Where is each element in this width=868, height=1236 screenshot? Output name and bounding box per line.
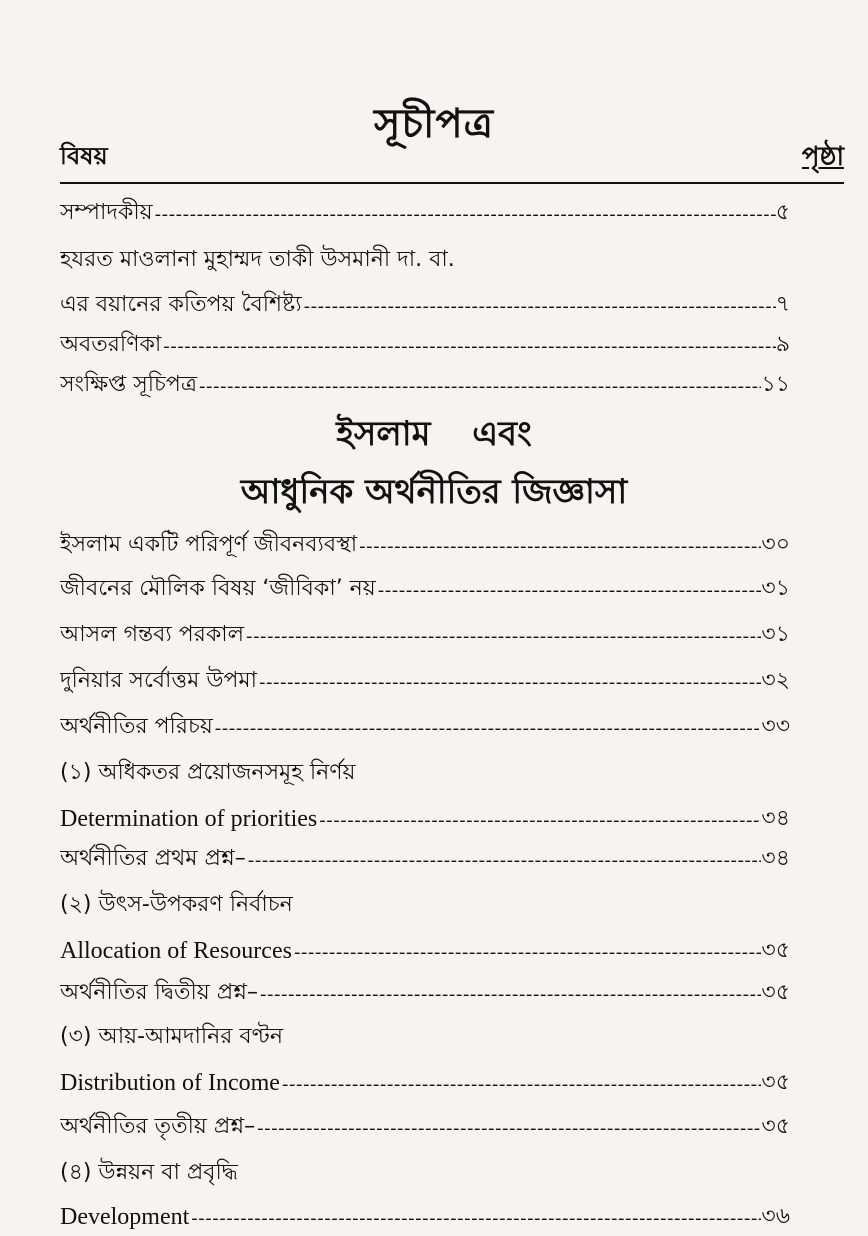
toc-entry [60,1156,790,1190]
leader-dots [302,292,776,322]
toc-entry [60,572,790,606]
toc-entry [60,196,790,230]
toc-entry [60,888,790,922]
toc-entry [60,842,790,876]
toc-entry-text: Distribution of Income [60,1070,280,1096]
toc-entry-page: ৭ [775,292,790,317]
subject-column-label: বিষয় [60,142,108,170]
toc-entry [60,1066,790,1100]
leader-dots [153,200,776,230]
toc-entry-text: অবতরণিকা [60,332,162,357]
toc-entry-page: ৩৩ [761,714,790,739]
page-title: সূচীপত্র [374,101,494,147]
toc-entry [60,1110,790,1144]
toc-entry-text: অর্থনীতির দ্বিতীয় প্রশ্ন– [60,980,259,1005]
toc-entry-text: (১) অধিকতর প্রয়োজনসমূহ নির্ণয় [60,760,356,785]
toc-entry-text: অর্থনীতির তৃতীয় প্রশ্ন– [60,1114,256,1139]
leader-dots [258,980,761,1010]
toc-entry [60,618,790,652]
toc-entry-page: ৩০ [761,532,790,557]
toc-entry-text: ইসলাম একটি পরিপূর্ণ জীবনব্যবস্থা [60,532,358,557]
toc-entry-page: ৩১ [761,576,790,601]
toc-entry [60,1200,790,1234]
toc-entry-text: Development [60,1204,190,1230]
toc-entry [60,288,790,322]
toc-entry-page: ৩৫ [761,938,790,963]
toc-entry-text: সম্পাদকীয় [60,200,153,225]
toc-entry [60,368,790,402]
toc-entry-page: ৩৫ [761,980,790,1005]
toc-entry-text: Determination of priorities [60,806,318,832]
toc-entry-text: (৪) উন্নয়ন বা প্রবৃদ্ধি [60,1160,238,1185]
leader-dots [244,622,761,652]
leader-dots [189,1204,761,1234]
leader-dots [161,332,775,362]
leader-dots [246,846,762,876]
leader-dots [376,576,762,606]
toc-entry-page: ৩৪ [761,806,790,831]
section-heading: ইসলাম এবং [336,414,532,454]
toc-entry-page: ৩৬ [761,1204,790,1229]
leader-dots [292,938,761,968]
toc-entry-page: ৫ [775,200,790,225]
toc-entry [60,802,790,836]
toc-entry [60,328,790,362]
leader-dots [317,806,761,836]
toc-entry [60,934,790,968]
toc-entry-text: জীবনের মৌলিক বিষয় ‘জীবিকা’ নয় [60,576,376,601]
toc-entry [60,756,790,790]
leader-dots [257,668,761,698]
toc-entry-page: ৩৫ [761,1114,790,1139]
toc-entry [60,664,790,698]
leader-dots [213,714,762,744]
leader-dots [357,532,761,562]
toc-entry-text: দুনিয়ার সর্বোত্তম উপমা [60,668,258,693]
toc-entry-text: (২) উৎস-উপকরণ নির্বাচন [60,892,293,917]
toc-entry [60,976,790,1010]
toc-entry-text: অর্থনীতির প্রথম প্রশ্ন– [60,846,246,871]
toc-entry [60,243,790,277]
toc-entry-text: এর বয়ানের কতিপয় বৈশিষ্ট্য [60,292,302,317]
toc-entry-text: (৩) আয়-আমদানির বণ্টন [60,1024,283,1049]
toc-entry-page: ১১ [761,372,790,397]
column-header [60,142,844,184]
toc-entry [60,1020,790,1054]
toc-entry-page: ৩৫ [761,1070,790,1095]
toc-entry [60,528,790,562]
leader-dots [197,372,761,402]
toc-entry-page: ৩১ [761,622,790,647]
section-subheading: আধুনিক অর্থনীতির জিজ্ঞাসা [240,472,628,512]
toc-entry-page: ৯ [775,332,790,357]
page-column-label: পৃষ্ঠা [801,142,844,172]
toc-entry-text: হযরত মাওলানা মুহাম্মদ তাকী উসমানী দা. বা. [60,247,455,272]
leader-dots [255,1114,761,1144]
toc-entry-page: ৩৪ [761,846,790,871]
leader-dots [280,1070,761,1100]
toc-entry-text: আসল গন্তব্য পরকাল [60,622,244,647]
toc-entry [60,710,790,744]
toc-entry-text: সংক্ষিপ্ত সূচিপত্র [60,372,197,397]
toc-entry-text: Allocation of Resources [60,938,292,964]
toc-entry-page: ৩২ [761,668,790,693]
toc-entry-text: অর্থনীতির পরিচয় [60,714,213,739]
